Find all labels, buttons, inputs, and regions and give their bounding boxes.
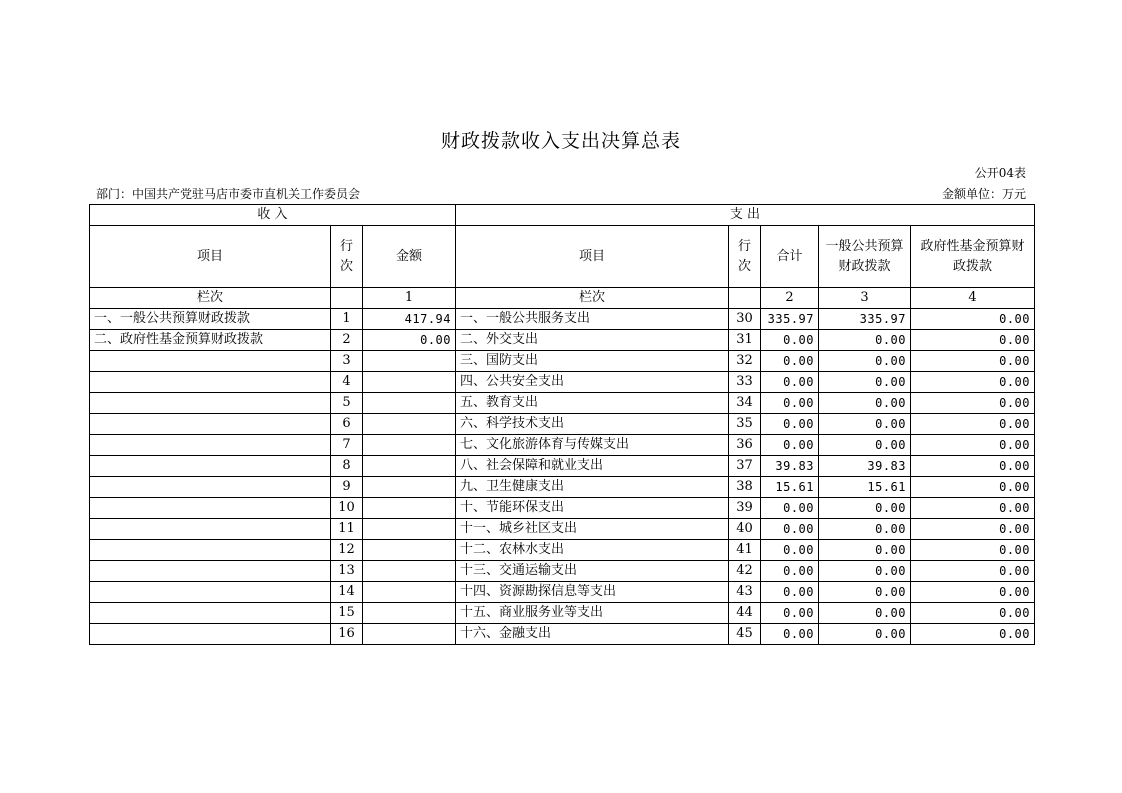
total-cell: 0.00	[761, 603, 819, 624]
expense-item-cell: 五、教育支出	[456, 393, 729, 414]
income-line-cell: 14	[331, 582, 363, 603]
expense-line-cell: 45	[729, 624, 761, 645]
general-budget-cell: 15.61	[819, 477, 911, 498]
expense-line-cell: 36	[729, 435, 761, 456]
expense-line-cell: 31	[729, 330, 761, 351]
expense-item-cell: 四、公共安全支出	[456, 372, 729, 393]
expense-line-cell: 40	[729, 519, 761, 540]
expense-item-cell: 十一、城乡社区支出	[456, 519, 729, 540]
general-budget-cell: 0.00	[819, 498, 911, 519]
gov-fund-cell: 0.00	[911, 561, 1035, 582]
column-index-2: 2	[761, 288, 819, 309]
expense-line-cell: 35	[729, 414, 761, 435]
income-amount-cell	[363, 456, 456, 477]
total-cell: 0.00	[761, 351, 819, 372]
gov-fund-cell: 0.00	[911, 498, 1035, 519]
column-index-1: 1	[363, 288, 456, 309]
expense-line-header: 行次	[729, 226, 761, 288]
income-amount-cell	[363, 393, 456, 414]
expense-line-cell: 43	[729, 582, 761, 603]
income-amount-cell	[363, 498, 456, 519]
income-item-cell	[90, 393, 331, 414]
total-cell: 0.00	[761, 582, 819, 603]
expense-item-cell: 九、卫生健康支出	[456, 477, 729, 498]
expense-line-cell: 39	[729, 498, 761, 519]
expense-item-cell: 一、一般公共服务支出	[456, 309, 729, 330]
general-budget-cell: 0.00	[819, 330, 911, 351]
expense-item-cell: 十六、金融支出	[456, 624, 729, 645]
gov-fund-cell: 0.00	[911, 393, 1035, 414]
gov-fund-cell: 0.00	[911, 477, 1035, 498]
expense-line-cell: 30	[729, 309, 761, 330]
total-cell: 0.00	[761, 561, 819, 582]
unit-label: 金额单位：万元	[941, 187, 1026, 201]
income-amount-cell	[363, 435, 456, 456]
total-cell: 0.00	[761, 540, 819, 561]
income-item-cell: 二、政府性基金预算财政拨款	[90, 330, 331, 351]
expense-item-cell: 十四、资源勘探信息等支出	[456, 582, 729, 603]
total-cell: 39.83	[761, 456, 819, 477]
table-row	[90, 372, 1035, 393]
column-index-row	[90, 288, 1035, 309]
expense-item-cell: 十二、农林水支出	[456, 540, 729, 561]
income-item-cell	[90, 414, 331, 435]
table-row	[90, 624, 1035, 645]
expense-line-cell: 34	[729, 393, 761, 414]
income-line-cell: 15	[331, 603, 363, 624]
table-row	[90, 498, 1035, 519]
income-section-header: 收 入	[90, 205, 456, 226]
income-line-cell: 2	[331, 330, 363, 351]
income-item-cell	[90, 477, 331, 498]
income-item-cell	[90, 351, 331, 372]
total-cell: 0.00	[761, 372, 819, 393]
expense-line-cell: 38	[729, 477, 761, 498]
total-cell: 0.00	[761, 414, 819, 435]
gov-fund-cell: 0.00	[911, 519, 1035, 540]
table-row	[90, 561, 1035, 582]
income-item-cell	[90, 561, 331, 582]
income-item-cell	[90, 603, 331, 624]
empty-cell	[729, 288, 761, 309]
income-amount-cell	[363, 540, 456, 561]
gov-fund-cell: 0.00	[911, 372, 1035, 393]
income-item-cell	[90, 456, 331, 477]
income-amount-cell	[363, 519, 456, 540]
gov-fund-cell: 0.00	[911, 540, 1035, 561]
section-header-row	[90, 205, 1035, 226]
table-row	[90, 477, 1035, 498]
gov-fund-cell: 0.00	[911, 435, 1035, 456]
general-budget-cell: 39.83	[819, 456, 911, 477]
income-item-cell	[90, 540, 331, 561]
total-cell: 0.00	[761, 519, 819, 540]
general-budget-cell: 0.00	[819, 414, 911, 435]
income-line-cell: 5	[331, 393, 363, 414]
income-column-label: 栏次	[90, 288, 331, 309]
gov-fund-cell: 0.00	[911, 351, 1035, 372]
gov-fund-cell: 0.00	[911, 414, 1035, 435]
total-cell: 0.00	[761, 393, 819, 414]
expense-column-label: 栏次	[456, 288, 729, 309]
income-item-cell	[90, 498, 331, 519]
general-budget-cell: 0.00	[819, 624, 911, 645]
total-header: 合计	[761, 226, 819, 288]
gov-fund-cell: 0.00	[911, 309, 1035, 330]
gov-fund-cell: 0.00	[911, 624, 1035, 645]
income-item-cell	[90, 435, 331, 456]
income-item-cell	[90, 582, 331, 603]
general-budget-cell: 0.00	[819, 603, 911, 624]
expense-line-cell: 37	[729, 456, 761, 477]
income-amount-cell	[363, 414, 456, 435]
expense-item-cell: 十五、商业服务业等支出	[456, 603, 729, 624]
gov-fund-header: 政府性基金预算财政拨款	[911, 226, 1035, 288]
general-budget-header: 一般公共预算财政拨款	[819, 226, 911, 288]
income-line-cell: 11	[331, 519, 363, 540]
expense-line-cell: 42	[729, 561, 761, 582]
form-number: 公开04表	[974, 166, 1026, 180]
expense-item-cell: 二、外交支出	[456, 330, 729, 351]
general-budget-cell: 0.00	[819, 351, 911, 372]
expense-item-header: 项目	[456, 226, 729, 288]
income-line-cell: 16	[331, 624, 363, 645]
table-row	[90, 330, 1035, 351]
total-cell: 0.00	[761, 435, 819, 456]
column-index-4: 4	[911, 288, 1035, 309]
expense-section-header: 支 出	[456, 205, 1035, 226]
total-cell: 0.00	[761, 624, 819, 645]
income-line-header: 行次	[331, 226, 363, 288]
expense-line-cell: 44	[729, 603, 761, 624]
general-budget-cell: 0.00	[819, 561, 911, 582]
table-row	[90, 540, 1035, 561]
gov-fund-cell: 0.00	[911, 330, 1035, 351]
table-row	[90, 309, 1035, 330]
income-line-cell: 8	[331, 456, 363, 477]
income-item-cell	[90, 372, 331, 393]
general-budget-cell: 0.00	[819, 435, 911, 456]
total-cell: 0.00	[761, 330, 819, 351]
general-budget-cell: 0.00	[819, 519, 911, 540]
income-line-cell: 9	[331, 477, 363, 498]
table-row	[90, 351, 1035, 372]
expense-line-cell: 32	[729, 351, 761, 372]
income-amount-cell: 417.94	[363, 309, 456, 330]
expense-line-cell: 33	[729, 372, 761, 393]
income-line-cell: 3	[331, 351, 363, 372]
expense-item-cell: 三、国防支出	[456, 351, 729, 372]
table-row	[90, 582, 1035, 603]
income-amount-cell	[363, 351, 456, 372]
income-line-cell: 13	[331, 561, 363, 582]
expense-item-cell: 十、节能环保支出	[456, 498, 729, 519]
table-row	[90, 393, 1035, 414]
income-amount-header: 金额	[363, 226, 456, 288]
column-index-3: 3	[819, 288, 911, 309]
department-label: 部门：中国共产党驻马店市委市直机关工作委员会	[96, 187, 361, 201]
fiscal-summary-table	[89, 204, 1035, 645]
general-budget-cell: 0.00	[819, 582, 911, 603]
expense-line-cell: 41	[729, 540, 761, 561]
general-budget-cell: 0.00	[819, 372, 911, 393]
income-item-cell	[90, 519, 331, 540]
gov-fund-cell: 0.00	[911, 456, 1035, 477]
table-row	[90, 435, 1035, 456]
income-line-cell: 10	[331, 498, 363, 519]
income-item-header: 项目	[90, 226, 331, 288]
income-amount-cell	[363, 603, 456, 624]
income-item-cell	[90, 624, 331, 645]
income-item-cell: 一、一般公共预算财政拨款	[90, 309, 331, 330]
general-budget-cell: 0.00	[819, 540, 911, 561]
expense-item-cell: 七、文化旅游体育与传媒支出	[456, 435, 729, 456]
total-cell: 335.97	[761, 309, 819, 330]
general-budget-cell: 335.97	[819, 309, 911, 330]
page-title: 财政拨款收入支出决算总表	[440, 130, 681, 152]
gov-fund-cell: 0.00	[911, 603, 1035, 624]
income-amount-cell	[363, 624, 456, 645]
column-header-row	[90, 226, 1035, 288]
income-line-cell: 7	[331, 435, 363, 456]
income-amount-cell	[363, 561, 456, 582]
empty-cell	[331, 288, 363, 309]
income-line-cell: 4	[331, 372, 363, 393]
income-line-cell: 1	[331, 309, 363, 330]
income-amount-cell	[363, 582, 456, 603]
income-line-cell: 6	[331, 414, 363, 435]
total-cell: 0.00	[761, 498, 819, 519]
table-row	[90, 519, 1035, 540]
gov-fund-cell: 0.00	[911, 582, 1035, 603]
expense-item-cell: 十三、交通运输支出	[456, 561, 729, 582]
expense-item-cell: 八、社会保障和就业支出	[456, 456, 729, 477]
total-cell: 15.61	[761, 477, 819, 498]
income-amount-cell	[363, 372, 456, 393]
income-amount-cell: 0.00	[363, 330, 456, 351]
general-budget-cell: 0.00	[819, 393, 911, 414]
income-amount-cell	[363, 477, 456, 498]
income-line-cell: 12	[331, 540, 363, 561]
table-row	[90, 456, 1035, 477]
table-row	[90, 414, 1035, 435]
table-row	[90, 603, 1035, 624]
expense-item-cell: 六、科学技术支出	[456, 414, 729, 435]
